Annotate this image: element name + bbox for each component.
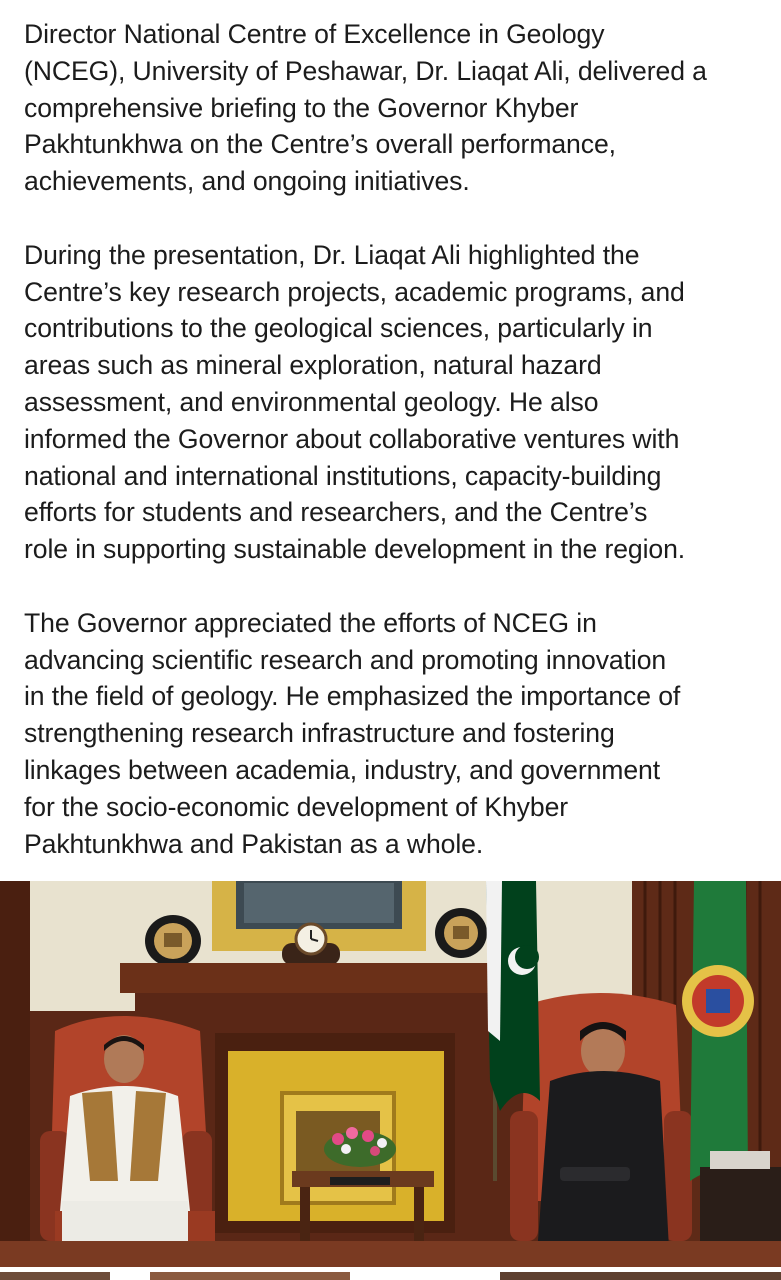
next-photo-thumbnail-part	[0, 1272, 110, 1280]
mantel-shelf	[120, 963, 520, 993]
meeting-photo-illustration	[0, 881, 781, 1267]
tissue-box	[710, 1151, 770, 1169]
next-photo-thumbnail[interactable]	[0, 1267, 781, 1280]
meeting-photo[interactable]	[0, 881, 781, 1267]
table-item	[330, 1177, 390, 1185]
next-photo-thumbnail-part	[500, 1272, 781, 1280]
left-wood-pillar	[0, 881, 30, 1267]
mantel-carving	[135, 993, 505, 1033]
folder-in-hands	[560, 1167, 630, 1181]
post-text	[24, 16, 769, 862]
post-paragraph-3: The Governor appreciated the efforts of NCEG in advancing scientific research and promoting innovation in the field of geology. He emphasized the importance of strengthening research infrastructure and fostering linkages between academia, industry, and government for the socio-economic development of Khyber Pakhtunkhwa and Pakistan as a whole.	[24, 607, 681, 859]
post-paragraph-2: During the presentation, Dr. Liaqat Ali highlighted the Centre’s key research projects, academic programs, and contributions to the geological sciences, particularly in areas such as mineral exploration, natural hazard assessment, and environmental geology. He also informed the Governor about collaborative ventures with national and international institutions, capacity-building efforts for students and researchers, and the Centre’s role in supporting sustainable development in the region.	[24, 239, 686, 565]
left-wall-emblem	[145, 915, 201, 967]
next-photo-thumbnail-part	[150, 1272, 350, 1280]
carpet	[0, 1241, 781, 1267]
right-wall-emblem	[435, 908, 487, 958]
post-paragraph-1: Director National Centre of Excellence in Geology (NCEG), University of Peshawar, Dr. Liaqat Ali, delivered a comprehensive briefing to the Governor Khyber Pakhtunkhwa on the Centre’s overall performance, achievements, and ongoing initiatives.	[24, 19, 707, 197]
